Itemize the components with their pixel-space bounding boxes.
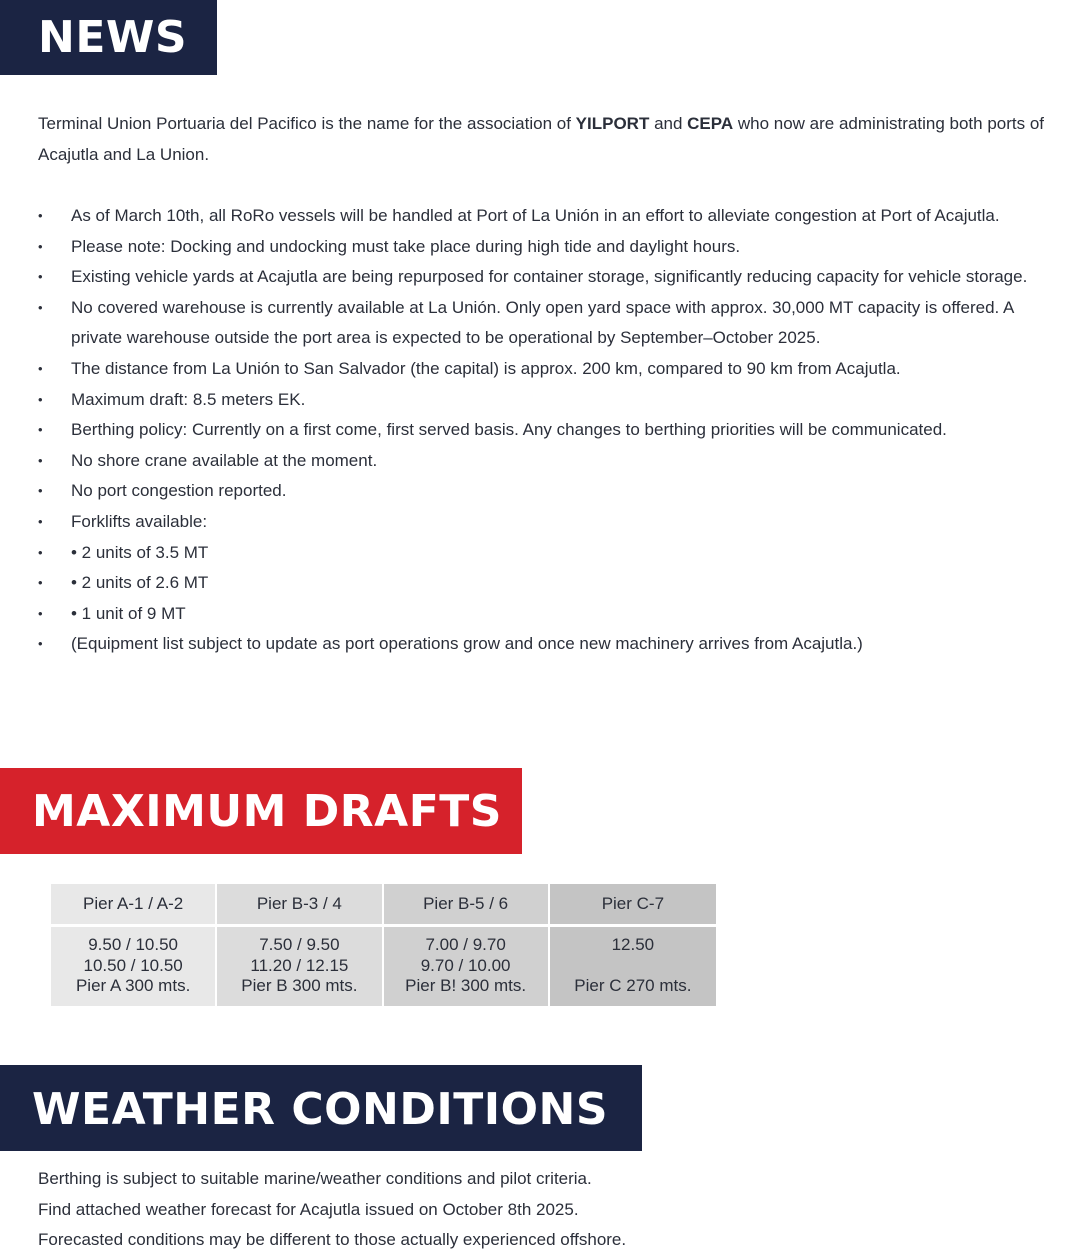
drafts-table <box>51 884 716 1006</box>
bullet-dot-icon: • <box>38 269 43 285</box>
intro-text-3: who now are administrating both ports of Acajutla and La Union. <box>38 114 1045 164</box>
news-header <box>0 0 217 75</box>
weather-line: Berthing is subject to suitable marine/weather conditions and pilot criteria. <box>38 1169 592 1188</box>
intro-paragraph <box>38 109 1058 170</box>
bullet-text: • 1 unit of 9 MT <box>71 603 186 623</box>
bullet-item <box>38 354 1068 385</box>
table-cell <box>51 927 217 1006</box>
bullet-dot-icon: • <box>38 513 43 529</box>
bullet-item <box>38 599 1068 630</box>
table-cell <box>550 927 716 1006</box>
bullet-dot-icon: • <box>38 575 43 591</box>
column-header: Pier A-1 / A-2 <box>51 884 217 927</box>
cell-line: 9.70 / 10.00 <box>420 955 511 975</box>
intro-text-1: Terminal Union Portuaria del Pacifico is the name for the association of <box>38 114 576 133</box>
bullet-text: • 2 units of 2.6 MT <box>71 573 209 593</box>
cell-line: 7.50 / 9.50 <box>259 935 340 954</box>
bullet-text: Forklifts available: <box>71 511 208 531</box>
weather-line: Find attached weather forecast for Acajutla issued on October 8th 2025. <box>38 1199 579 1219</box>
cell-line: Pier B! 300 mts. <box>405 976 527 995</box>
weather-header-title: WEATHER CONDITIONS <box>32 1084 609 1135</box>
bullet-item <box>38 476 1068 507</box>
bullet-item <box>38 262 1068 293</box>
cell-line: 7.00 / 9.70 <box>425 935 506 954</box>
bullet-dot-icon: • <box>38 636 43 652</box>
bullet-item <box>38 385 1068 416</box>
bullet-text: The distance from La Unión to San Salvador (the capital) is approx. 200 km, compared to 90 km from Acajutla. <box>71 358 901 378</box>
cell-line: 10.50 / 10.50 <box>83 955 183 975</box>
bullet-dot-icon: • <box>38 360 43 376</box>
bullet-text: No port congestion reported. <box>71 481 287 501</box>
drafts-header-title: MAXIMUM DRAFTS <box>32 786 502 837</box>
column-header: Pier C-7 <box>550 884 716 927</box>
bullet-dot-icon: • <box>38 391 43 407</box>
bullet-dot-icon: • <box>38 299 43 315</box>
news-bullet-list <box>38 201 1068 660</box>
bullet-dot-icon: • <box>38 452 43 468</box>
bullet-item <box>38 507 1068 538</box>
bullet-text: As of March 10th, all RoRo vessels will be handled at Port of La Unión in an effort to alleviate congestion at Port of Acajutla. <box>71 206 1000 225</box>
bullet-text: Existing vehicle yards at Acajutla are being repurposed for container storage, significantly reducing capacity for vehicle storage. <box>71 267 1028 287</box>
weather-line: Forecasted conditions may be different to those actually experienced offshore. <box>38 1230 627 1249</box>
bullet-dot-icon: • <box>38 483 43 499</box>
bullet-item <box>38 415 1068 446</box>
column-header: Pier B-5 / 6 <box>384 884 550 927</box>
cell-line: 9.50 / 10.50 <box>88 935 179 954</box>
bullet-text: Maximum draft: 8.5 meters EK. <box>71 389 306 409</box>
bullet-dot-icon: • <box>38 605 43 621</box>
bullet-text: Berthing policy: Currently on a first come, first served basis. Any changes to berthing priorities will be communicated. <box>71 420 947 440</box>
bullet-text: Please note: Docking and undocking must take place during high tide and daylight hours. <box>71 236 741 256</box>
news-header-title: NEWS <box>38 12 188 63</box>
bullet-item <box>38 568 1068 599</box>
bullet-text: No covered warehouse is currently available at La Unión. Only open yard space with approx. 30,000 MT capacity is offered. A private warehouse outside the port area is expected to be operational by September–October 2025. <box>71 297 1014 348</box>
table-cell <box>217 927 383 1006</box>
cell-line: Pier C 270 mts. <box>574 976 692 995</box>
bullet-item <box>38 629 1068 660</box>
weather-section <box>38 1164 1038 1256</box>
bullet-dot-icon: • <box>38 544 43 560</box>
bullet-item <box>38 232 1068 263</box>
bullet-item <box>38 446 1068 477</box>
bullet-dot-icon: • <box>38 238 43 254</box>
intro-text-2: and <box>649 114 688 133</box>
bullet-item <box>38 538 1068 569</box>
drafts-header <box>0 768 522 854</box>
table-row <box>51 927 716 1006</box>
bullet-dot-icon: • <box>38 422 43 438</box>
table-header-row <box>51 884 716 927</box>
cell-line <box>550 956 716 977</box>
bullet-dot-icon: • <box>38 208 43 223</box>
cell-line: Pier A 300 mts. <box>75 976 191 995</box>
table-cell <box>384 927 550 1006</box>
cell-line: 12.50 <box>611 935 655 954</box>
bullet-text: • 2 units of 3.5 MT <box>71 542 209 562</box>
bullet-text: No shore crane available at the moment. <box>71 450 378 470</box>
cell-line: 11.20 / 12.15 <box>250 955 349 975</box>
weather-header <box>0 1065 642 1151</box>
cell-line: Pier B 300 mts. <box>241 976 358 995</box>
bullet-item <box>38 293 1068 354</box>
bullet-text: (Equipment list subject to update as port operations grow and once new machinery arrives from Acajutla.) <box>71 634 863 654</box>
column-header: Pier B-3 / 4 <box>217 884 383 927</box>
bullet-item <box>38 201 1068 232</box>
intro-bold-yilport: YILPORT <box>575 114 650 133</box>
intro-bold-cepa: CEPA <box>687 114 734 133</box>
